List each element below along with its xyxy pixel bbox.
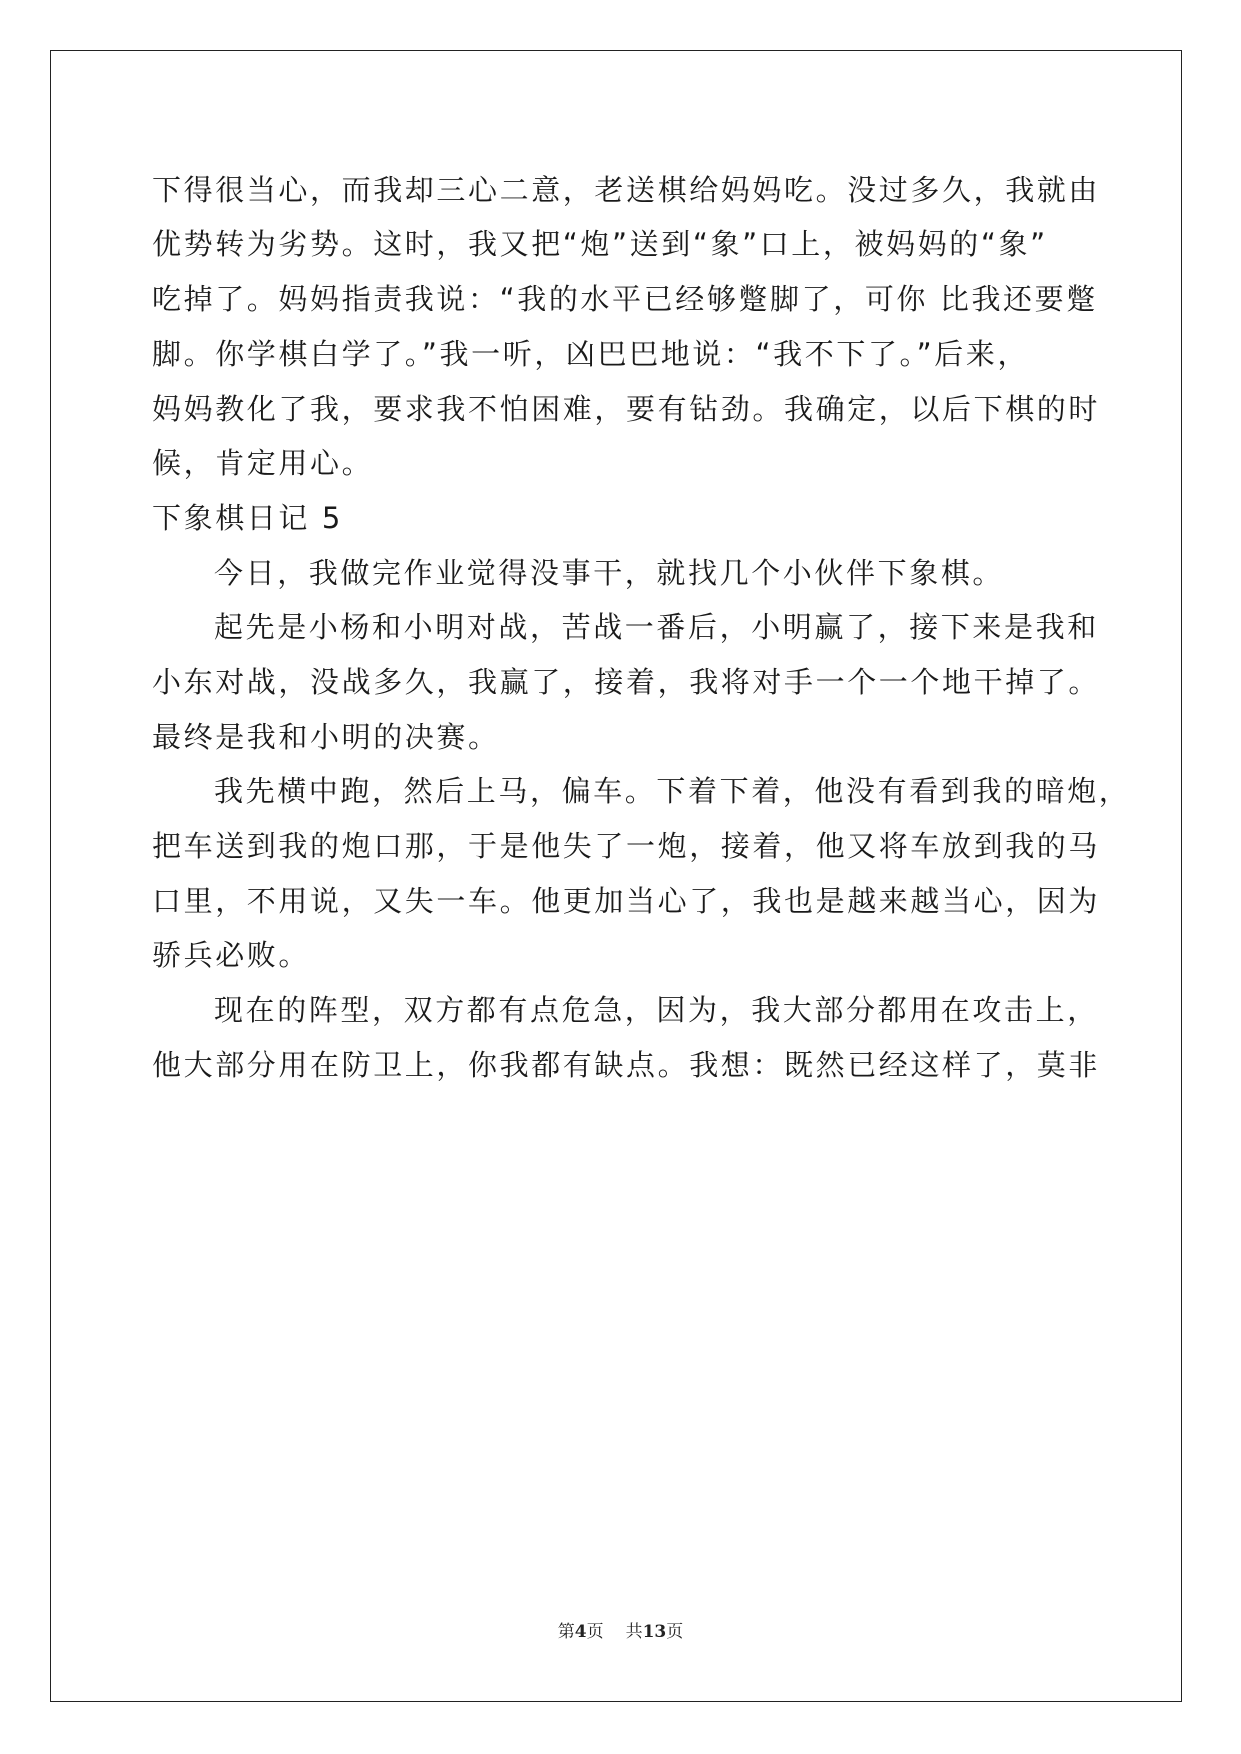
body-text-line: 候，肯定用心。 bbox=[152, 446, 374, 480]
body-text-line: 下得很当心，而我却三心二意，老送棋给妈妈吃。没过多久，我就由 bbox=[152, 173, 1101, 207]
body-text-line: 优势转为劣势。这时，我又把“炮”送到“象”口上，被妈妈的“象” bbox=[152, 227, 1048, 261]
body-text-line: 他大部分用在防卫上，你我都有缺点。我想：既然已经这样了，莫非 bbox=[152, 1048, 1101, 1082]
body-text-line: 我先横中跑，然后上马，偏车。下着下着，他没有看到我的暗炮， bbox=[214, 774, 1131, 808]
total-pages: 13 bbox=[642, 1622, 667, 1642]
body-text-line: 脚。你学棋白学了。”我一听，凶巴巴地说：“我不下了。”后来， bbox=[152, 337, 1030, 371]
body-text-line: 最终是我和小明的决赛。 bbox=[152, 720, 500, 754]
page-suffix: 页 bbox=[586, 1622, 604, 1642]
body-text-line: 现在的阵型，双方都有点危急，因为，我大部分都用在攻击上， bbox=[214, 993, 1099, 1027]
total-prefix: 共 bbox=[625, 1622, 643, 1642]
body-text-line: 小东对战，没战多久，我赢了，接着，我将对手一个一个地干掉了。 bbox=[152, 665, 1101, 699]
body-text-line: 骄兵必败。 bbox=[152, 938, 311, 972]
body-text-line: 妈妈教化了我，要求我不怕困难，要有钻劲。我确定，以后下棋的时 bbox=[152, 392, 1101, 426]
body-text-line: 起先是小杨和小明对战，苦战一番后，小明赢了，接下来是我和 bbox=[214, 610, 1099, 644]
page-prefix: 第 bbox=[557, 1622, 575, 1642]
body-text-line: 口里，不用说，又失一车。他更加当心了，我也是越来越当心，因为 bbox=[152, 884, 1101, 918]
body-text-line: 把车送到我的炮口那，于是他失了一炮，接着，他又将车放到我的马 bbox=[152, 829, 1101, 863]
body-text-line: 吃掉了。妈妈指责我说：“我的水平已经够蹩脚了，可你 比我还要蹩 bbox=[152, 282, 1098, 316]
page-footer bbox=[0, 1617, 1241, 1642]
section-heading: 下象棋日记 5 bbox=[152, 501, 343, 535]
total-suffix: 页 bbox=[666, 1622, 684, 1642]
page-number: 4 bbox=[574, 1622, 587, 1642]
body-text-line: 今日，我做完作业觉得没事干，就找几个小伙伴下象棋。 bbox=[214, 556, 1005, 590]
